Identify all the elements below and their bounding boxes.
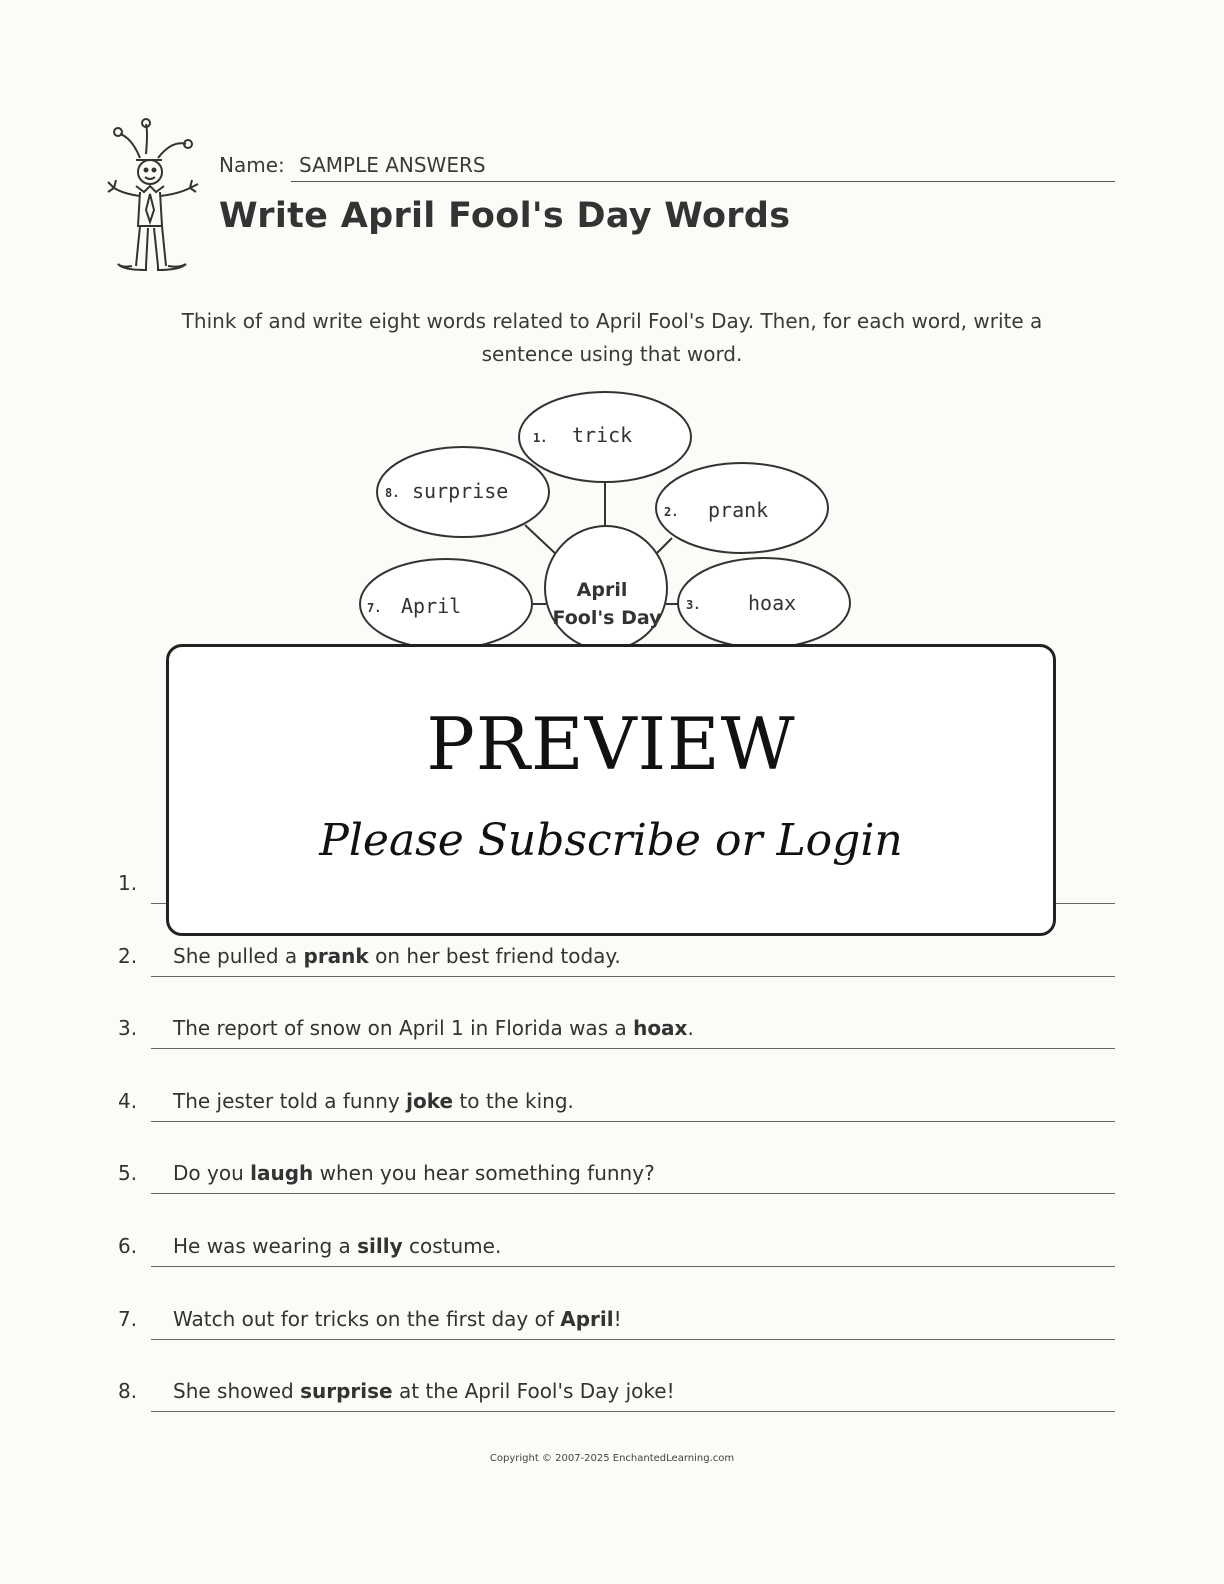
sentence-row (0, 1307, 1224, 1347)
preview-overlay[interactable] (166, 644, 1056, 936)
sentence-text[interactable] (173, 1089, 574, 1113)
sentence-number: 8. (118, 1379, 138, 1404)
center-label-line1: April (576, 579, 628, 601)
sentence-row (0, 1089, 1224, 1129)
sentence-text-after: at the April Fool's Day joke! (392, 1379, 675, 1404)
word-num-1: 1. (533, 431, 548, 445)
name-field-line[interactable] (291, 181, 1115, 182)
sentence-text[interactable] (173, 944, 621, 968)
sentence-text-before: He was wearing a (173, 1234, 358, 1258)
sentence-text-after: when you hear something funny? (313, 1161, 655, 1186)
sentence-text-after: on her best friend today. (368, 943, 621, 968)
answer-line (151, 1411, 1115, 1412)
sentence-text-after: costume. (402, 1234, 502, 1258)
sentence-row (0, 1379, 1224, 1419)
sentence-text-after: . (687, 1016, 694, 1041)
answer-line (151, 1121, 1115, 1122)
sentence-text[interactable] (173, 1016, 694, 1040)
sentence-keyword: surprise (300, 1379, 393, 1404)
sentence-text-after: to the king. (453, 1088, 574, 1113)
word-num-7: 7. (367, 601, 382, 615)
word-num-3: 3. (686, 598, 701, 612)
sentence-text-before: The report of snow on April 1 in Florida was a (173, 1016, 634, 1041)
sentence-text[interactable] (173, 1234, 501, 1258)
sentence-keyword: laugh (250, 1161, 314, 1186)
answer-line (151, 1266, 1115, 1267)
sentence-text[interactable] (173, 1161, 655, 1185)
answer-line (151, 976, 1115, 977)
sentence-keyword: prank (303, 943, 369, 968)
sentence-row (0, 1161, 1224, 1201)
sentence-text-after: ! (613, 1306, 622, 1331)
answer-line (151, 1339, 1115, 1340)
word-2: prank (708, 498, 769, 522)
sentence-text-before: Watch out for tricks on the first day of (173, 1306, 561, 1331)
sentence-number: 1. (118, 871, 138, 895)
word-1: trick (572, 423, 633, 447)
sentence-row (0, 1234, 1224, 1274)
sentence-text[interactable] (173, 1307, 622, 1331)
word-num-2: 2. (664, 505, 679, 519)
sentence-number: 4. (118, 1088, 138, 1113)
sentence-row (0, 944, 1224, 984)
name-label: Name: (219, 153, 285, 177)
word-web-diagram (350, 390, 870, 650)
sentence-number: 7. (118, 1306, 138, 1331)
word-num-8: 8. (385, 486, 400, 500)
copyright: Copyright © 2007-2025 EnchantedLearning.com (489, 1453, 735, 1464)
sentence-row (0, 1016, 1224, 1056)
sentence-text[interactable] (173, 1379, 675, 1403)
sentence-number: 2. (118, 943, 138, 968)
subscribe-login-link[interactable]: Please Subscribe or Login (319, 815, 903, 866)
word-8: surprise (412, 479, 509, 503)
word-7: April (401, 594, 462, 618)
center-label-line2: Fool's Day (552, 607, 662, 629)
sentence-keyword: joke (406, 1088, 454, 1113)
answer-line (151, 1048, 1115, 1049)
sentence-text-before: She pulled a (173, 943, 304, 968)
sentence-keyword: silly (357, 1234, 403, 1258)
name-field[interactable]: SAMPLE ANSWERS (299, 153, 486, 177)
page-title: Write April Fool's Day Words (219, 196, 791, 236)
instructions: Think of and write eight words related to April Fool's Day. Then, for each word, write a sentence using that word. (181, 309, 1043, 366)
sentence-number: 6. (118, 1234, 138, 1258)
word-3: hoax (748, 591, 797, 615)
sentence-number: 5. (118, 1161, 138, 1186)
web-connector (525, 525, 558, 556)
sentence-keyword: April (560, 1306, 614, 1331)
sentence-number: 3. (118, 1016, 138, 1041)
sentence-text-before: The jester told a funny (173, 1088, 407, 1113)
sentence-text-before: She showed (173, 1379, 301, 1404)
answer-line (151, 1193, 1115, 1194)
sentence-keyword: hoax (633, 1016, 688, 1041)
preview-title: PREVIEW (426, 702, 796, 786)
sentence-text-before: Do you (173, 1161, 251, 1186)
jester-icon (102, 118, 208, 278)
